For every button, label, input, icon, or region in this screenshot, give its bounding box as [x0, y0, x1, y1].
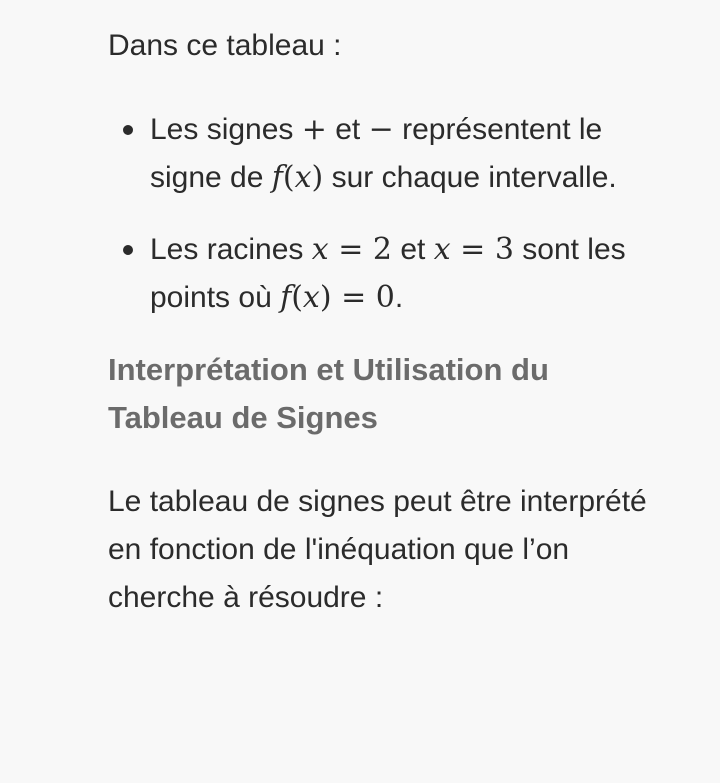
- math-root-3: x = 3: [433, 232, 514, 267]
- bullet-list: [108, 106, 668, 322]
- text-segment: représentent le signe de: [150, 113, 603, 194]
- document-content: [108, 22, 668, 622]
- intro-text: Dans ce tableau :: [108, 29, 342, 62]
- bullet-item-roots: [108, 226, 668, 322]
- text-segment: Les racines: [150, 233, 312, 266]
- math-minus: −: [368, 112, 394, 147]
- bullet-item-signs: [108, 106, 668, 202]
- math-root-2: x = 2: [311, 232, 392, 267]
- math-fx: f(x): [271, 160, 324, 195]
- text-segment: Les signes: [150, 113, 302, 146]
- paragraph-text: Le tableau de signes peut être interprété en fonction de l'inéquation que l’on cherche à résoudre :: [108, 485, 647, 614]
- bullet-dot-icon: [123, 125, 133, 135]
- text-segment: et: [391, 233, 434, 266]
- math-plus: +: [301, 112, 327, 147]
- text-segment: sont les points où: [150, 233, 626, 314]
- math-fx-zero: f(x) = 0: [280, 280, 395, 315]
- section-heading: Interprétation et Utilisation du Tableau de Signes: [108, 352, 549, 435]
- text-segment: .: [394, 281, 404, 314]
- bullet-dot-icon: [123, 245, 133, 255]
- text-segment: sur chaque intervalle.: [323, 161, 617, 194]
- text-segment: et: [326, 113, 369, 146]
